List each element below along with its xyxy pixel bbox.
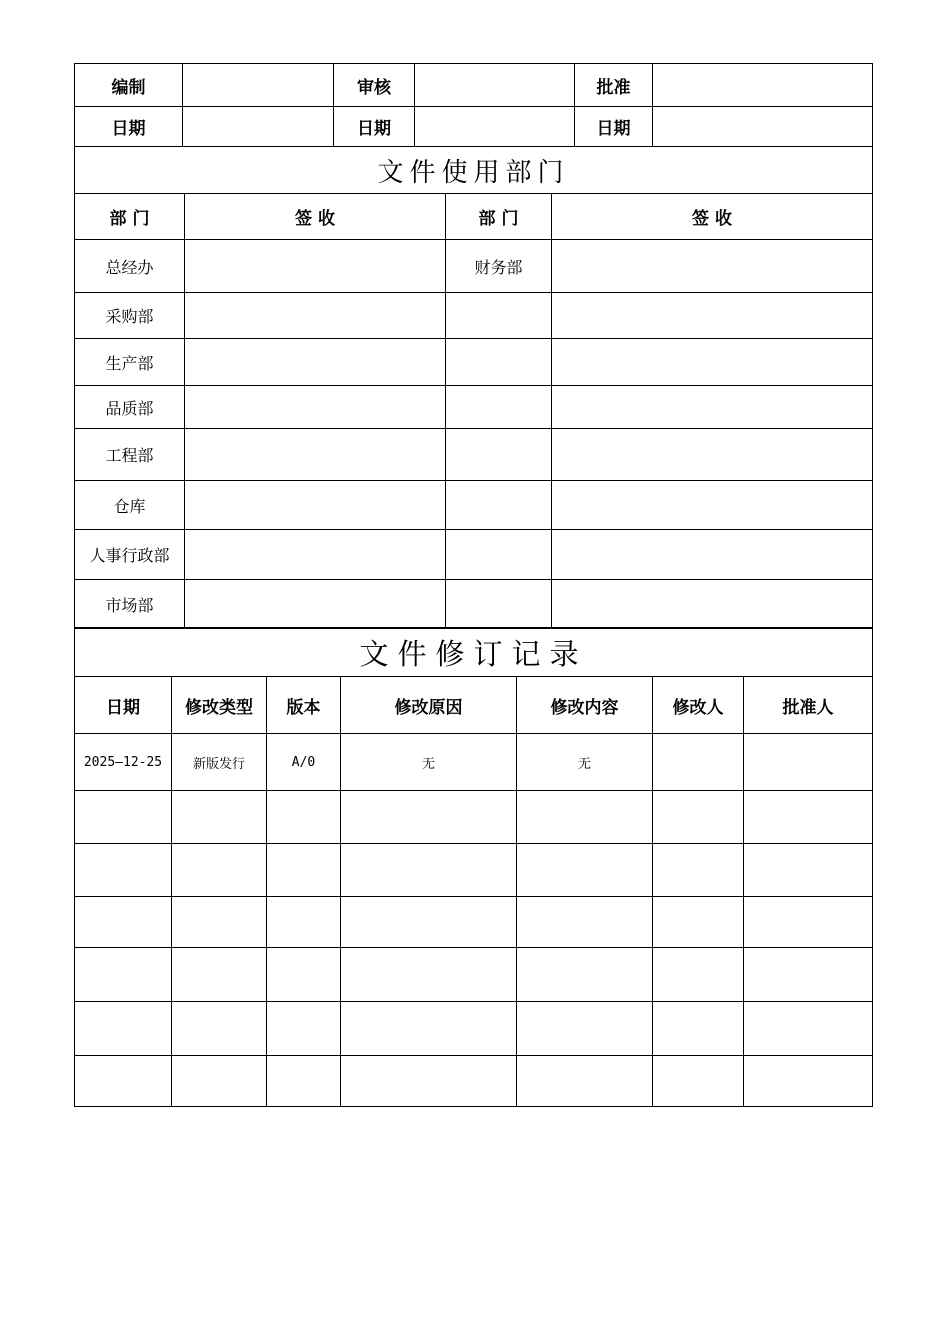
revision-modifier-cell[interactable]: [653, 1002, 744, 1056]
revision-approver-cell[interactable]: [744, 791, 873, 844]
revision-approver-cell[interactable]: [744, 1056, 873, 1107]
revision-date-cell[interactable]: 2025—12-25: [75, 734, 172, 791]
revision-version-cell[interactable]: [267, 1056, 341, 1107]
revision-version-cell[interactable]: [267, 844, 341, 897]
revision-header-reason: 修改原因: [341, 677, 517, 734]
table-row: [75, 948, 873, 1002]
sign-field[interactable]: [185, 386, 446, 429]
reviewed-by-field[interactable]: [415, 64, 575, 107]
revision-type-cell[interactable]: [172, 1056, 267, 1107]
sign-field[interactable]: [552, 386, 873, 429]
revision-header-date: 日期: [75, 677, 172, 734]
revision-date-cell[interactable]: [75, 844, 172, 897]
dept-name: [446, 386, 552, 429]
revision-content-cell[interactable]: [517, 1056, 653, 1107]
sign-field[interactable]: [552, 580, 873, 629]
dept-name: 生产部: [75, 339, 185, 386]
revision-reason-cell[interactable]: [341, 791, 517, 844]
revision-type-cell[interactable]: [172, 948, 267, 1002]
revision-header-approver: 批准人: [744, 677, 873, 734]
revision-date-cell[interactable]: [75, 897, 172, 948]
compiled-by-field[interactable]: [183, 64, 334, 107]
sign-field[interactable]: [552, 530, 873, 580]
revision-header-modifier: 修改人: [653, 677, 744, 734]
sign-field[interactable]: [185, 481, 446, 530]
revision-header-content: 修改内容: [517, 677, 653, 734]
reviewed-by-label: 审核: [334, 64, 415, 107]
revision-version-cell[interactable]: [267, 791, 341, 844]
revision-approver-cell[interactable]: [744, 897, 873, 948]
reviewed-date-label: 日期: [334, 107, 415, 147]
revision-table: [74, 627, 873, 1107]
compiled-date-field[interactable]: [183, 107, 334, 147]
revision-reason-cell[interactable]: [341, 948, 517, 1002]
dept-name: 品质部: [75, 386, 185, 429]
dept-name: 人事行政部: [75, 530, 185, 580]
dept-name: 仓库: [75, 481, 185, 530]
revision-type-cell[interactable]: [172, 791, 267, 844]
dept-name: [446, 580, 552, 629]
sign-field[interactable]: [552, 240, 873, 293]
sign-field[interactable]: [185, 580, 446, 629]
revision-approver-cell[interactable]: [744, 948, 873, 1002]
approval-table: [74, 63, 873, 147]
compiled-date-label: 日期: [75, 107, 183, 147]
sign-field[interactable]: [185, 240, 446, 293]
revision-approver-cell[interactable]: [744, 1002, 873, 1056]
dept-name: [446, 293, 552, 339]
sign-field[interactable]: [185, 339, 446, 386]
dept-header-right: 部 门: [446, 194, 552, 240]
dept-name: 总经办: [75, 240, 185, 293]
revision-content-cell[interactable]: [517, 948, 653, 1002]
distribution-table: [74, 146, 873, 629]
reviewed-date-field[interactable]: [415, 107, 575, 147]
revision-reason-cell[interactable]: [341, 844, 517, 897]
revision-content-cell[interactable]: [517, 897, 653, 948]
revision-reason-cell[interactable]: 无: [341, 734, 517, 791]
revision-modifier-cell[interactable]: [653, 734, 744, 791]
revision-version-cell[interactable]: [267, 948, 341, 1002]
sign-field[interactable]: [552, 481, 873, 530]
dept-header-left: 部 门: [75, 194, 185, 240]
revision-modifier-cell[interactable]: [653, 897, 744, 948]
revision-modifier-cell[interactable]: [653, 948, 744, 1002]
revision-reason-cell[interactable]: [341, 897, 517, 948]
approved-date-field[interactable]: [653, 107, 873, 147]
revision-content-cell[interactable]: [517, 1002, 653, 1056]
revision-modifier-cell[interactable]: [653, 791, 744, 844]
revision-modifier-cell[interactable]: [653, 1056, 744, 1107]
revision-content-cell[interactable]: [517, 791, 653, 844]
revision-date-cell[interactable]: [75, 948, 172, 1002]
table-row: [75, 844, 873, 897]
revision-type-cell[interactable]: [172, 844, 267, 897]
compiled-by-label: 编制: [75, 64, 183, 107]
revision-modifier-cell[interactable]: [653, 844, 744, 897]
revision-date-cell[interactable]: [75, 791, 172, 844]
table-row: [75, 734, 873, 791]
revision-approver-cell[interactable]: [744, 734, 873, 791]
approved-by-field[interactable]: [653, 64, 873, 107]
approved-by-label: 批准: [575, 64, 653, 107]
dept-name: [446, 481, 552, 530]
dept-name: [446, 530, 552, 580]
revision-type-cell[interactable]: [172, 897, 267, 948]
approved-date-label: 日期: [575, 107, 653, 147]
table-row: [75, 897, 873, 948]
sign-field[interactable]: [185, 293, 446, 339]
dept-name: [446, 429, 552, 481]
revision-title: 文件修订记录: [75, 628, 873, 677]
sign-field[interactable]: [552, 339, 873, 386]
sign-field[interactable]: [185, 429, 446, 481]
revision-version-cell[interactable]: [267, 1002, 341, 1056]
revision-reason-cell[interactable]: [341, 1002, 517, 1056]
sign-field[interactable]: [185, 530, 446, 580]
revision-date-cell[interactable]: [75, 1002, 172, 1056]
revision-version-cell[interactable]: [267, 897, 341, 948]
revision-type-cell[interactable]: [172, 1002, 267, 1056]
revision-date-cell[interactable]: [75, 1056, 172, 1107]
table-row: [75, 791, 873, 844]
revision-content-cell[interactable]: 无: [517, 734, 653, 791]
table-row: [75, 1056, 873, 1107]
revision-header-type: 修改类型: [172, 677, 267, 734]
revision-header-version: 版本: [267, 677, 341, 734]
table-row: [75, 1002, 873, 1056]
dept-name: [446, 339, 552, 386]
sign-header-right: 签 收: [552, 194, 873, 240]
sign-field[interactable]: [552, 429, 873, 481]
revision-content-cell[interactable]: [517, 844, 653, 897]
revision-approver-cell[interactable]: [744, 844, 873, 897]
sign-field[interactable]: [552, 293, 873, 339]
distribution-title: 文件使用部门: [75, 147, 873, 194]
revision-reason-cell[interactable]: [341, 1056, 517, 1107]
dept-name: 工程部: [75, 429, 185, 481]
revision-version-cell[interactable]: A/0: [267, 734, 341, 791]
dept-name: 财务部: [446, 240, 552, 293]
sign-header-left: 签 收: [185, 194, 446, 240]
revision-type-cell[interactable]: 新版发行: [172, 734, 267, 791]
dept-name: 采购部: [75, 293, 185, 339]
dept-name: 市场部: [75, 580, 185, 629]
